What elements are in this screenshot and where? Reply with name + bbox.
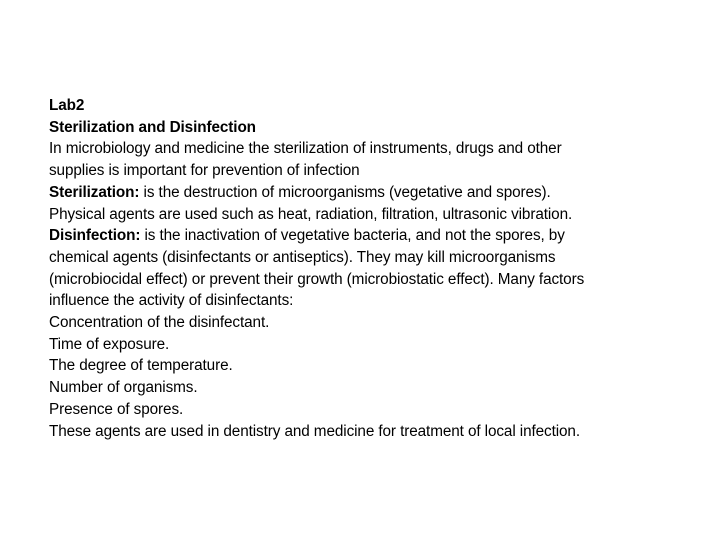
factor-item: The degree of temperature.: [49, 357, 233, 375]
disinfection-paragraph: [49, 225, 589, 312]
sterilization-term: Sterilization:: [49, 183, 140, 201]
factor-item: Number of organisms.: [49, 379, 198, 397]
sterilization-paragraph: [49, 182, 589, 225]
section-heading: Sterilization and Disinfection: [49, 118, 256, 136]
factor-item: Presence of spores.: [49, 400, 184, 418]
factor-item: Time of exposure.: [49, 335, 170, 353]
disinfection-definition: is the inactivation of vegetative bacteria, and not the spores, by chemical agents (disinfectants or antiseptics). They may kill microorganisms (microbiocidal effect) or prevent their growth (microbiostatic effect). Many factors influence the activity of disinfectants:: [49, 227, 585, 310]
conclusion-paragraph: These agents are used in dentistry and medicine for treatment of local infection.: [49, 422, 580, 440]
factor-item: Concentration of the disinfectant.: [49, 314, 270, 332]
disinfection-term: Disinfection:: [49, 227, 141, 245]
intro-paragraph: In microbiology and medicine the sterilization of instruments, drugs and other supplies is important for prevention of infection: [49, 140, 562, 180]
text-body: [49, 95, 589, 442]
sterilization-definition: is the destruction of microorganisms (vegetative and spores). Physical agents are used such as heat, radiation, filtration, ultrasonic vibration.: [49, 183, 573, 223]
lab-title: Lab2: [49, 97, 85, 114]
